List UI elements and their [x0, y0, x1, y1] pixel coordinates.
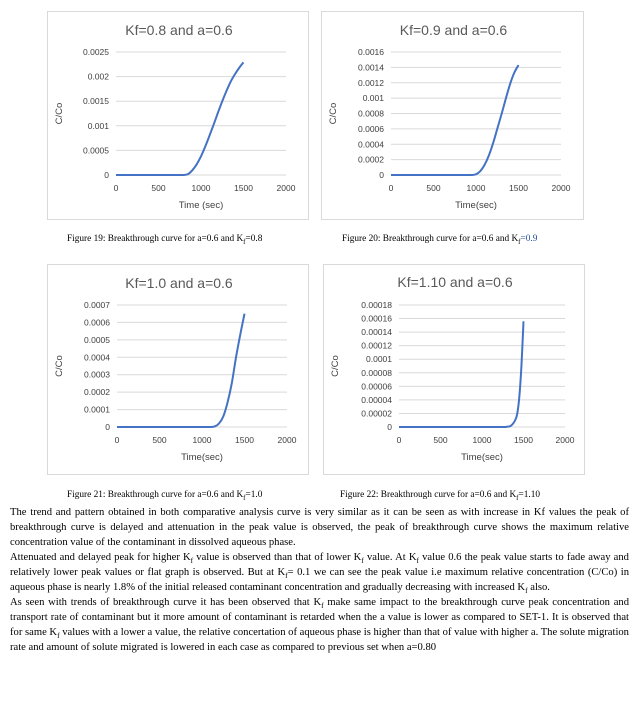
breakthrough-curve-line — [116, 62, 244, 175]
chart-kf-0-9 — [321, 11, 584, 220]
figure-20-caption: Figure 20: Breakthrough curve for a=0.6 and $K_f=0.9$ — [342, 234, 538, 246]
paragraph-1: The trend and pattern obtained in both comparative analysis curve is very similar as it can be seen as with increase in Kf values the peak of breakthrough curve is delayed and attenuation in the peak value is observed, the peak of breakthrough curve shows the maximum relative concentration value of the contaminant in dissolved aqueous phase. — [10, 507, 629, 549]
y-tick-label: 0.0007 — [84, 300, 110, 310]
figure-21-caption: Figure 21: Breakthrough curve for a=0.6 and $K_f=1.0$ — [67, 490, 263, 502]
x-tick-label: 1000 — [192, 435, 212, 445]
y-axis-title: C/Co — [330, 355, 341, 377]
y-axis-title: C/Co — [54, 355, 65, 377]
x-tick-label: 1500 — [509, 183, 528, 193]
x-tick-label: 1500 — [514, 435, 533, 445]
y-tick-label: 0.0003 — [84, 369, 110, 380]
text-run: values with a lower a value, the relative concertation of aqueous phase is higher than that of value with higher a. The solute migration rate and amount of solute migrated is lowered in each case as compared to previous set when a=0.80 — [10, 627, 629, 654]
subscript-f: f — [416, 556, 419, 566]
chart-kf-1-10-svg — [324, 265, 586, 476]
x-tick-label: 500 — [151, 183, 166, 193]
subscript-f: f — [285, 571, 288, 581]
chart-kf-1-10 — [323, 264, 585, 475]
chart-title: Kf=1.10 and a=0.6 — [397, 274, 513, 290]
breakthrough-curve-line — [391, 65, 519, 175]
y-tick-label: 0.00014 — [361, 327, 392, 338]
y-tick-label: 0.0008 — [358, 108, 384, 119]
x-tick-label: 0 — [396, 435, 402, 445]
paragraph-3 — [10, 595, 629, 655]
x-tick-label: 500 — [426, 183, 441, 193]
subscript-f: f — [57, 631, 60, 641]
y-tick-label: 0.0001 — [366, 354, 392, 365]
y-tick-label: 0.0004 — [84, 352, 110, 363]
x-tick-label: 1000 — [191, 183, 211, 193]
y-tick-label: 0.0014 — [358, 62, 384, 73]
text-run: Attenuated and delayed peak for higher K — [10, 552, 191, 564]
x-tick-label: 0 — [114, 435, 120, 445]
y-tick-label: 0 — [379, 170, 384, 180]
chart-kf-1-0 — [47, 264, 309, 475]
y-tick-label: 0.0016 — [358, 47, 384, 57]
y-tick-label: 0.0006 — [358, 123, 384, 134]
chart-kf-0-8 — [47, 11, 309, 220]
y-tick-label: 0 — [104, 170, 109, 180]
y-tick-label: 0.00018 — [361, 300, 392, 310]
chart-title: Kf=0.8 and a=0.6 — [125, 22, 233, 38]
y-tick-label: 0.00016 — [361, 313, 392, 324]
y-tick-label: 0.0025 — [83, 47, 109, 57]
text-run: value. At K — [363, 552, 417, 564]
text-run: also. — [527, 582, 550, 594]
y-tick-label: 0 — [387, 422, 392, 432]
subscript-f: f — [525, 586, 528, 596]
y-tick-label: 0.0005 — [84, 334, 110, 345]
y-tick-label: 0.0004 — [358, 139, 384, 150]
text-run: make same impact to the breakthrough curve peak concentration and transport rate of contaminant but it more amount of contaminant is retarded when the a value is lower as compared to SET-1. It is observed that for same K — [10, 597, 630, 639]
x-axis-title: Time(sec) — [455, 200, 497, 211]
chart-kf-1-0-svg — [48, 265, 310, 476]
y-tick-label: 0.0001 — [84, 404, 110, 415]
subscript-f: f — [361, 556, 364, 566]
breakthrough-curve-line — [399, 321, 524, 427]
text-run: As seen with trends of breakthrough curve it has been observed that K — [10, 597, 322, 609]
y-tick-label: 0.0002 — [84, 387, 110, 398]
subscript-f: f — [190, 556, 194, 566]
y-tick-label: 0.00008 — [361, 367, 392, 378]
x-tick-label: 0 — [113, 183, 119, 193]
x-tick-label: 1000 — [466, 183, 486, 193]
chart-title: Kf=0.9 and a=0.6 — [399, 22, 508, 38]
x-tick-label: 500 — [433, 435, 448, 445]
y-tick-label: 0.00002 — [361, 408, 392, 419]
paragraph-2 — [10, 550, 629, 595]
text-run: = 0.1 we can see the peak value i.e maximum relative concentration (C/Co) in aqueous phase is nearly 1.8% of the initial released contaminant concentration and gradually decreasing with increased K — [10, 567, 629, 594]
x-axis-title: Time(sec) — [181, 452, 223, 463]
x-tick-label: 1500 — [234, 183, 253, 193]
x-tick-label: 2000 — [277, 435, 297, 445]
y-axis-title: C/Co — [54, 102, 65, 125]
chart-kf-0-8-svg — [48, 12, 310, 221]
y-tick-label: 0.001 — [87, 120, 109, 131]
x-axis-title: Time (sec) — [178, 200, 224, 211]
y-tick-label: 0.0012 — [358, 77, 384, 88]
chart-kf-0-9-svg — [322, 12, 585, 221]
body-text — [10, 505, 629, 655]
x-tick-label: 1500 — [235, 435, 254, 445]
subscript-f: f — [321, 601, 324, 611]
y-tick-label: 0 — [105, 422, 110, 432]
text-run: value is observed than that of lower K — [193, 552, 362, 564]
x-tick-label: 2000 — [551, 183, 571, 193]
x-tick-label: 0 — [388, 183, 394, 193]
y-tick-label: 0.002 — [87, 71, 109, 82]
chart-title: Kf=1.0 and a=0.6 — [125, 275, 233, 291]
x-tick-label: 2000 — [276, 183, 296, 193]
y-tick-label: 0.00006 — [361, 381, 392, 392]
y-tick-label: 0.00004 — [361, 394, 392, 405]
y-axis-title: C/Co — [328, 102, 339, 125]
y-tick-label: 0.0015 — [83, 96, 109, 107]
y-tick-label: 0.0002 — [358, 154, 384, 165]
x-tick-label: 1000 — [472, 435, 492, 445]
y-tick-label: 0.001 — [362, 93, 384, 104]
figure-19-caption: Figure 19: Breakthrough curve for a=0.6 and $K_f=0.8$ — [67, 234, 263, 246]
y-tick-label: 0.0005 — [83, 145, 109, 156]
figure-22-caption: Figure 22: Breakthrough curve for a=0.6 and $K_f=1.10$ — [340, 490, 541, 502]
x-axis-title: Time(sec) — [461, 452, 503, 463]
y-tick-label: 0.0006 — [84, 317, 110, 328]
y-tick-label: 0.00012 — [361, 340, 392, 351]
x-tick-label: 500 — [152, 435, 167, 445]
text-run: value 0.6 the peak value starts to fade away and relatively lower peak values or flat graph is observed. But at K — [10, 552, 629, 579]
x-tick-label: 2000 — [555, 435, 575, 445]
